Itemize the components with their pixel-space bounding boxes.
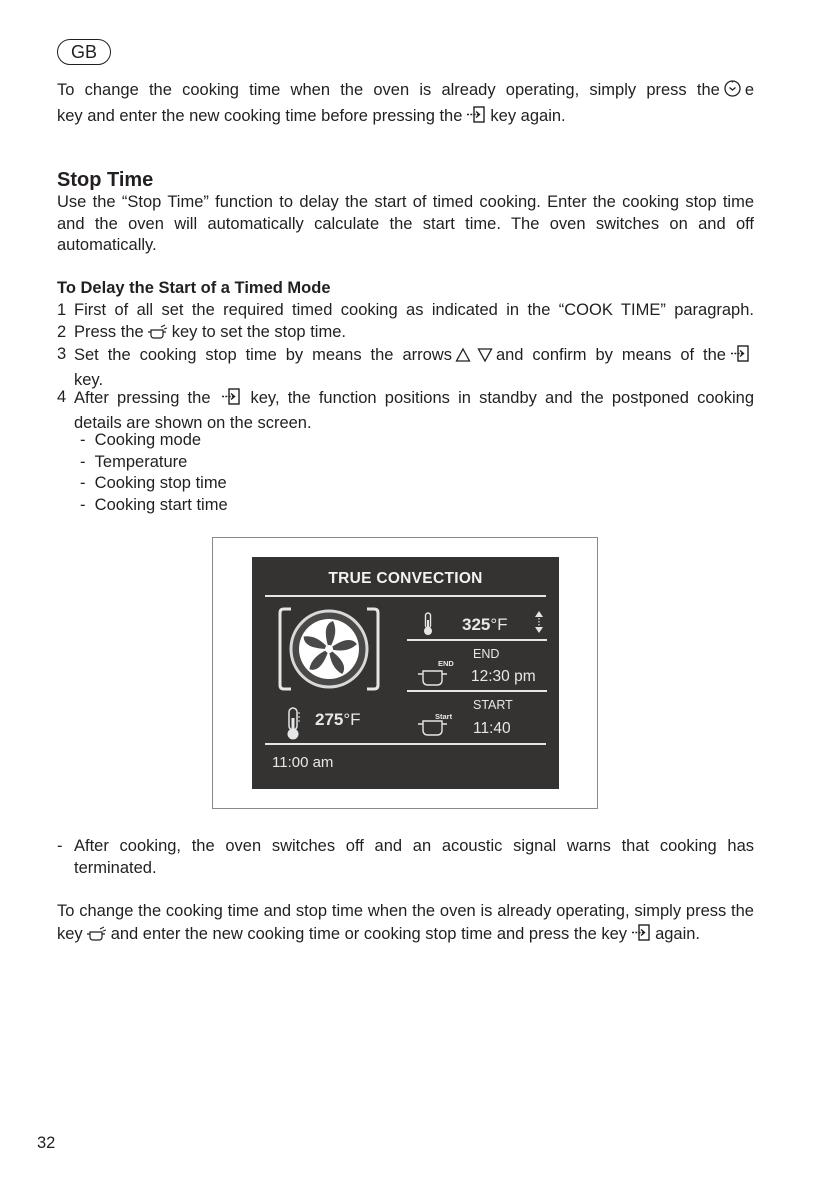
arrow-down-icon [477,347,493,370]
end-time: 12:30 pm [471,668,536,685]
detail-text: Cooking stop time [94,474,227,492]
clock-key-icon [723,79,742,105]
cur-temp-unit: °F [343,710,361,729]
step-text-b: key, the function positions in standby and the postponed cooking details are shown on the screen. [74,389,754,432]
up-down-arrows-icon [534,610,544,641]
section-title: Stop Time [57,169,154,191]
step-number: 3 [57,345,67,363]
step-text [74,344,754,391]
clock-time: 11:00 am [272,754,334,771]
confirm-key-icon [729,344,751,370]
confirm-key-icon [465,105,487,131]
bullet-dash: - [57,837,63,855]
set-temp-unit: °F [490,615,508,634]
step-text-a: Press the [74,323,144,341]
step-1 [57,300,754,322]
step-text [74,322,754,347]
step-number: 4 [57,388,67,406]
divider-temp [407,639,547,641]
after-text-a: To change the cooking time and stop time when the oven is already operating, simply press the key [57,902,754,943]
detail-text: Cooking mode [94,431,202,449]
intro-text-2: e [744,81,754,99]
start-time: 11:40 [473,720,511,737]
intro-text-4: key again. [490,106,566,125]
current-temperature [315,709,361,731]
cooking-mode-title: TRUE CONVECTION [328,570,483,587]
language-badge: GB [57,39,111,65]
after-bullet-text: After cooking, the oven switches off and an acoustic signal warns that cooking has terminated. [74,837,754,877]
start-label: START [473,698,513,712]
after-bullet [57,836,754,879]
set-temperature [462,614,508,636]
start-icon-text: Start [435,712,453,721]
list-item: - Temperature [80,453,188,471]
after-text-c: again. [655,924,701,943]
step-2 [57,322,754,347]
step-text-b: key to set the stop time. [171,323,346,341]
divider-top [265,595,546,597]
step-text-c: key. [74,370,104,389]
list-item: - Cooking mode [80,431,202,449]
step-text [74,387,754,434]
intro-text-1: To change the cooking time when the oven is already operating, simply press the [57,81,720,99]
step-text: First of all set the required timed cooking as indicated in the “COOK TIME” paragraph. [74,301,754,319]
step-text-b: and confirm by means of the [495,346,726,364]
after-paragraph [57,901,754,948]
pot-key-icon [86,926,108,949]
intro-paragraph [57,79,754,130]
current-thermometer-icon [285,707,301,748]
confirm-key-icon [630,923,652,949]
step-4 [57,387,754,434]
subtitle: To Delay the Start of a Timed Mode [57,279,331,297]
fan-icon [277,605,381,700]
end-icon-text: END [438,659,454,668]
section-paragraph: Use the “Stop Time” function to delay the start of timed cooking. Enter the cooking stop time and the oven will automatically calculate the start time. The oven switches on and off automatically. [57,193,754,254]
step-text-a: Set the cooking stop time by means the arrows [74,346,452,364]
detail-text: Cooking start time [94,496,228,514]
step-3 [57,344,754,391]
intro-text-3: key and enter the new cooking time before pressing the [57,106,463,125]
divider-bottom [265,743,546,745]
step-number: 2 [57,323,67,341]
detail-text: Temperature [94,453,188,471]
step-text-a: After pressing the [74,389,211,407]
arrow-up-icon [455,347,471,370]
oven-display-screen [252,557,559,789]
end-label: END [473,647,500,661]
thermometer-icon [422,612,434,643]
cur-temp-value: 275 [315,710,344,729]
confirm-key-icon [220,387,242,413]
list-item: - Cooking stop time [80,474,227,492]
set-temp-value: 325 [462,615,491,634]
list-item: - Cooking start time [80,496,228,514]
divider-end [407,690,547,692]
step-number: 1 [57,301,67,319]
page-number: 32 [37,1134,56,1152]
after-text-b: and enter the new cooking time or cooking stop time and press the key [110,924,628,943]
